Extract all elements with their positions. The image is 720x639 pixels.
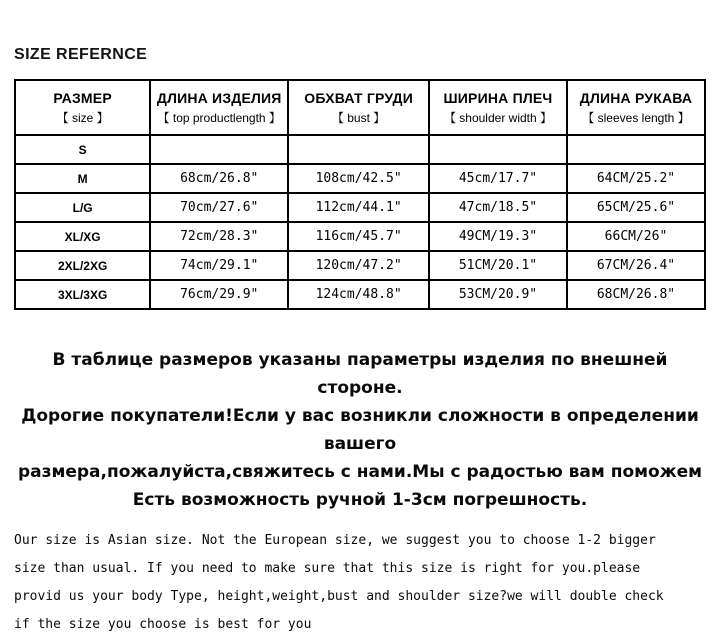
size-cell: M xyxy=(15,164,150,193)
column-header-sublabel: 【 bust 】 xyxy=(331,110,386,125)
length-cell: 76cm/29.9" xyxy=(150,280,288,309)
english-note-line: provid us your body Type, height,weight,bust and shoulder size?we will double check xyxy=(14,589,664,604)
page-title: SIZE REFERNCE xyxy=(14,46,148,63)
english-note-line: Our size is Asian size. Not the European size, we suggest you to choose 1-2 bigger xyxy=(14,533,656,548)
column-header-bust xyxy=(288,80,429,135)
table-row-xl xyxy=(15,222,705,251)
size-cell: 2XL/2XG xyxy=(15,251,150,280)
english-note-line: size than usual. If you need to make sure that this size is right for you.please xyxy=(14,561,641,576)
russian-note-line: Дорогие покупатели!Если у вас возникли сложности в определении вашего xyxy=(21,406,699,454)
bust-cell: 116cm/45.7" xyxy=(288,222,429,251)
size-cell: 3XL/3XG xyxy=(15,280,150,309)
column-header-size xyxy=(15,80,150,135)
column-header-shoulder xyxy=(429,80,567,135)
column-header-label: ОБХВАТ ГРУДИ xyxy=(304,89,413,106)
sleeves-cell: 65CM/25.6" xyxy=(567,193,705,222)
english-note-line: if the size you choose is best for you xyxy=(14,617,312,632)
bust-cell xyxy=(288,135,429,164)
russian-note xyxy=(14,346,706,514)
bust-cell: 124cm/48.8" xyxy=(288,280,429,309)
table-header-row xyxy=(15,80,705,135)
length-cell: 74cm/29.1" xyxy=(150,251,288,280)
table-row-s xyxy=(15,135,705,164)
sleeves-cell: 68CM/26.8" xyxy=(567,280,705,309)
bust-cell: 112cm/44.1" xyxy=(288,193,429,222)
shoulder-cell: 49CM/19.3" xyxy=(429,222,567,251)
table-row-l xyxy=(15,193,705,222)
table-row-3xl xyxy=(15,280,705,309)
shoulder-cell xyxy=(429,135,567,164)
length-cell: 70cm/27.6" xyxy=(150,193,288,222)
column-header-label: ШИРИНА ПЛЕЧ xyxy=(443,89,553,106)
column-header-sublabel: 【 top productlength 】 xyxy=(157,110,281,125)
table-row-m xyxy=(15,164,705,193)
column-header-sublabel: 【 size 】 xyxy=(56,110,109,125)
column-header-length xyxy=(150,80,288,135)
size-cell: L/G xyxy=(15,193,150,222)
russian-note-line: В таблице размеров указаны параметры изделия по внешней стороне. xyxy=(52,350,668,398)
shoulder-cell: 51CM/20.1" xyxy=(429,251,567,280)
sleeves-cell: 64CM/25.2" xyxy=(567,164,705,193)
column-header-label: ДЛИНА ИЗДЕЛИЯ xyxy=(156,89,282,106)
sleeves-cell: 66CM/26" xyxy=(567,222,705,251)
english-note xyxy=(14,527,706,639)
column-header-sleeves xyxy=(567,80,705,135)
column-header-sublabel: 【 shoulder width 】 xyxy=(443,110,553,125)
size-cell: XL/XG xyxy=(15,222,150,251)
size-cell: S xyxy=(15,135,150,164)
bust-cell: 108cm/42.5" xyxy=(288,164,429,193)
table-row-2xl xyxy=(15,251,705,280)
shoulder-cell: 47cm/18.5" xyxy=(429,193,567,222)
column-header-label: ДЛИНА РУКАВА xyxy=(579,89,693,106)
shoulder-cell: 45cm/17.7" xyxy=(429,164,567,193)
bust-cell: 120cm/47.2" xyxy=(288,251,429,280)
russian-note-line: размера,пожалуйста,свяжитесь с нами.Мы с радостью вам поможем xyxy=(17,462,703,482)
length-cell xyxy=(150,135,288,164)
column-header-sublabel: 【 sleeves length 】 xyxy=(582,110,690,125)
russian-note-line: Есть возможность ручной 1-3см погрешность. xyxy=(132,490,588,510)
sleeves-cell: 67CM/26.4" xyxy=(567,251,705,280)
length-cell: 68cm/26.8" xyxy=(150,164,288,193)
shoulder-cell: 53CM/20.9" xyxy=(429,280,567,309)
size-table xyxy=(14,79,706,310)
column-header-label: РАЗМЕР xyxy=(53,89,112,106)
length-cell: 72cm/28.3" xyxy=(150,222,288,251)
sleeves-cell xyxy=(567,135,705,164)
